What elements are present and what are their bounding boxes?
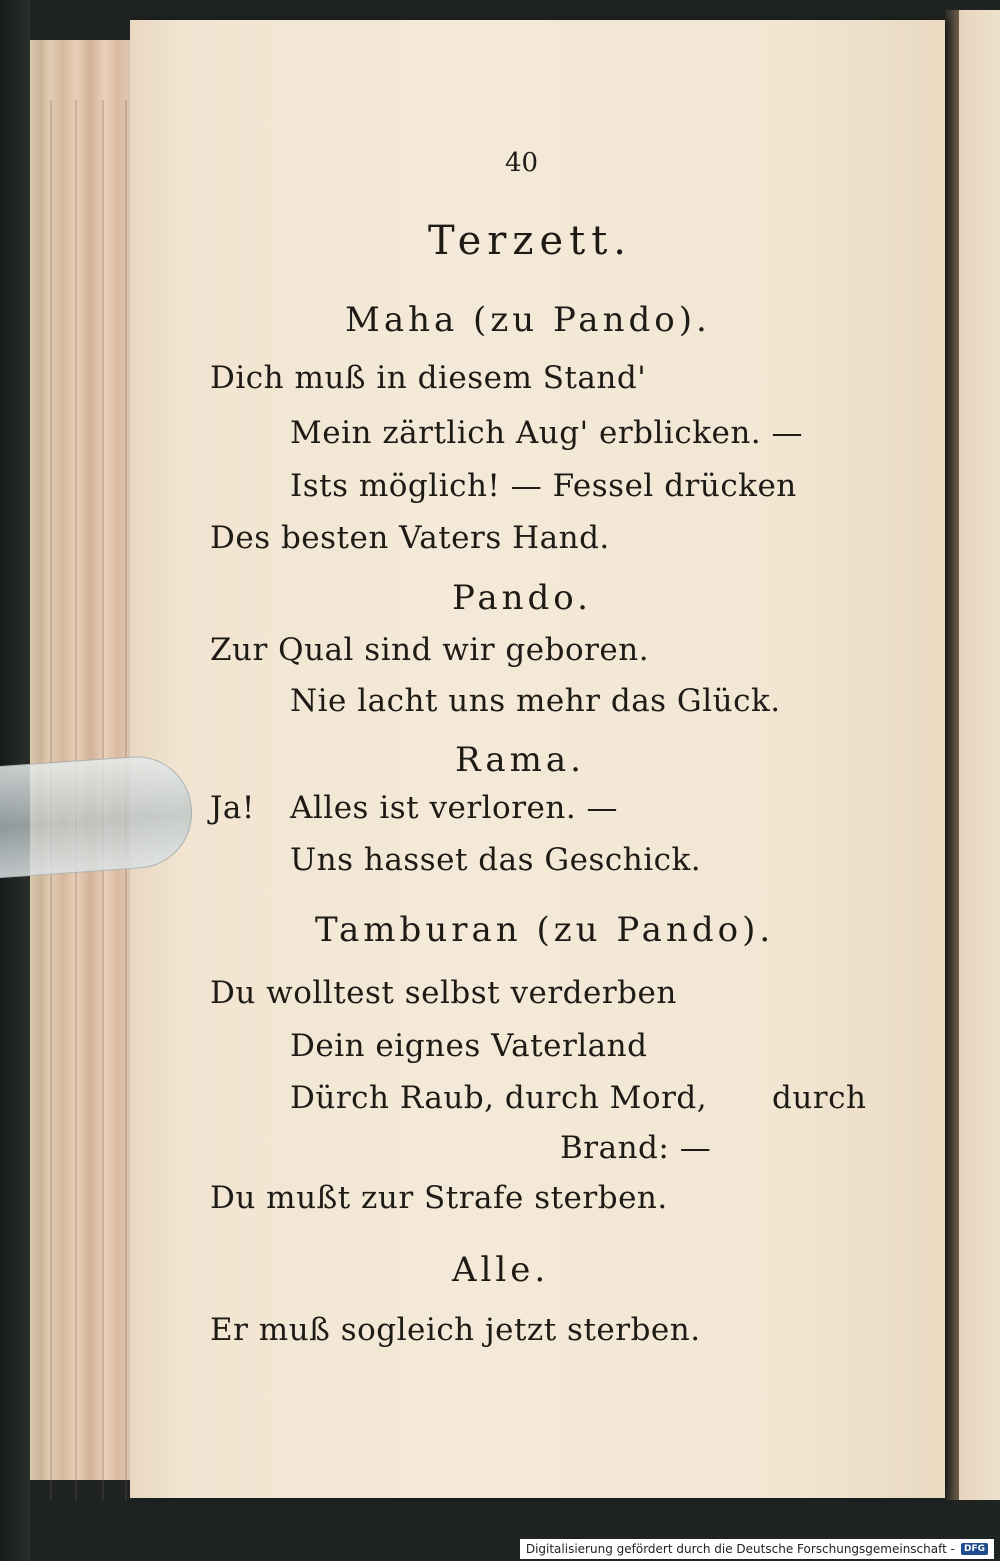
speaker-maha: Maha (zu Pando). (345, 300, 711, 340)
verse-line: Nie lacht uns mehr das Glück. (290, 683, 781, 719)
verse-line: Zur Qual sind wir geboren. (210, 632, 650, 668)
verse-line: Mein zärtlich Aug' erblicken. — (290, 415, 803, 451)
section-heading: Terzett. (428, 218, 632, 264)
verse-line: Er muß sogleich jetzt sterben. (210, 1312, 701, 1348)
verse-line: Brand: — (560, 1130, 712, 1166)
verse-line: Dich muß in diesem Stand' (210, 360, 647, 396)
verse-line: Dein eignes Vaterland (290, 1028, 648, 1064)
dfg-logo: DFG (961, 1543, 988, 1555)
verse-line: Dürch Raub, durch Mord, (290, 1080, 708, 1116)
verse-line: Ists möglich! — Fessel drücken (290, 468, 797, 504)
verse-line: Ja! (210, 790, 255, 826)
verse-line: Alles ist verloren. — (290, 790, 619, 826)
verse-line: Uns hasset das Geschick. (290, 842, 702, 878)
digitization-credit (520, 1539, 994, 1559)
verse-line: Des besten Vaters Hand. (210, 520, 610, 556)
speaker-pando: Pando. (452, 578, 592, 618)
verse-line: Du wolltest selbst verderben (210, 975, 677, 1011)
credit-text: Digitalisierung gefördert durch die Deutsche Forschungsgemeinschaft - (525, 1542, 955, 1556)
verse-line: durch (772, 1080, 867, 1116)
verse-line: Du mußt zur Strafe sterben. (210, 1180, 668, 1216)
speaker-tamburan: Tamburan (zu Pando). (315, 910, 775, 950)
speaker-rama: Rama. (455, 740, 585, 780)
page-number: 40 (505, 148, 539, 178)
spine-gutter (945, 10, 959, 1500)
speaker-alle: Alle. (452, 1250, 550, 1290)
